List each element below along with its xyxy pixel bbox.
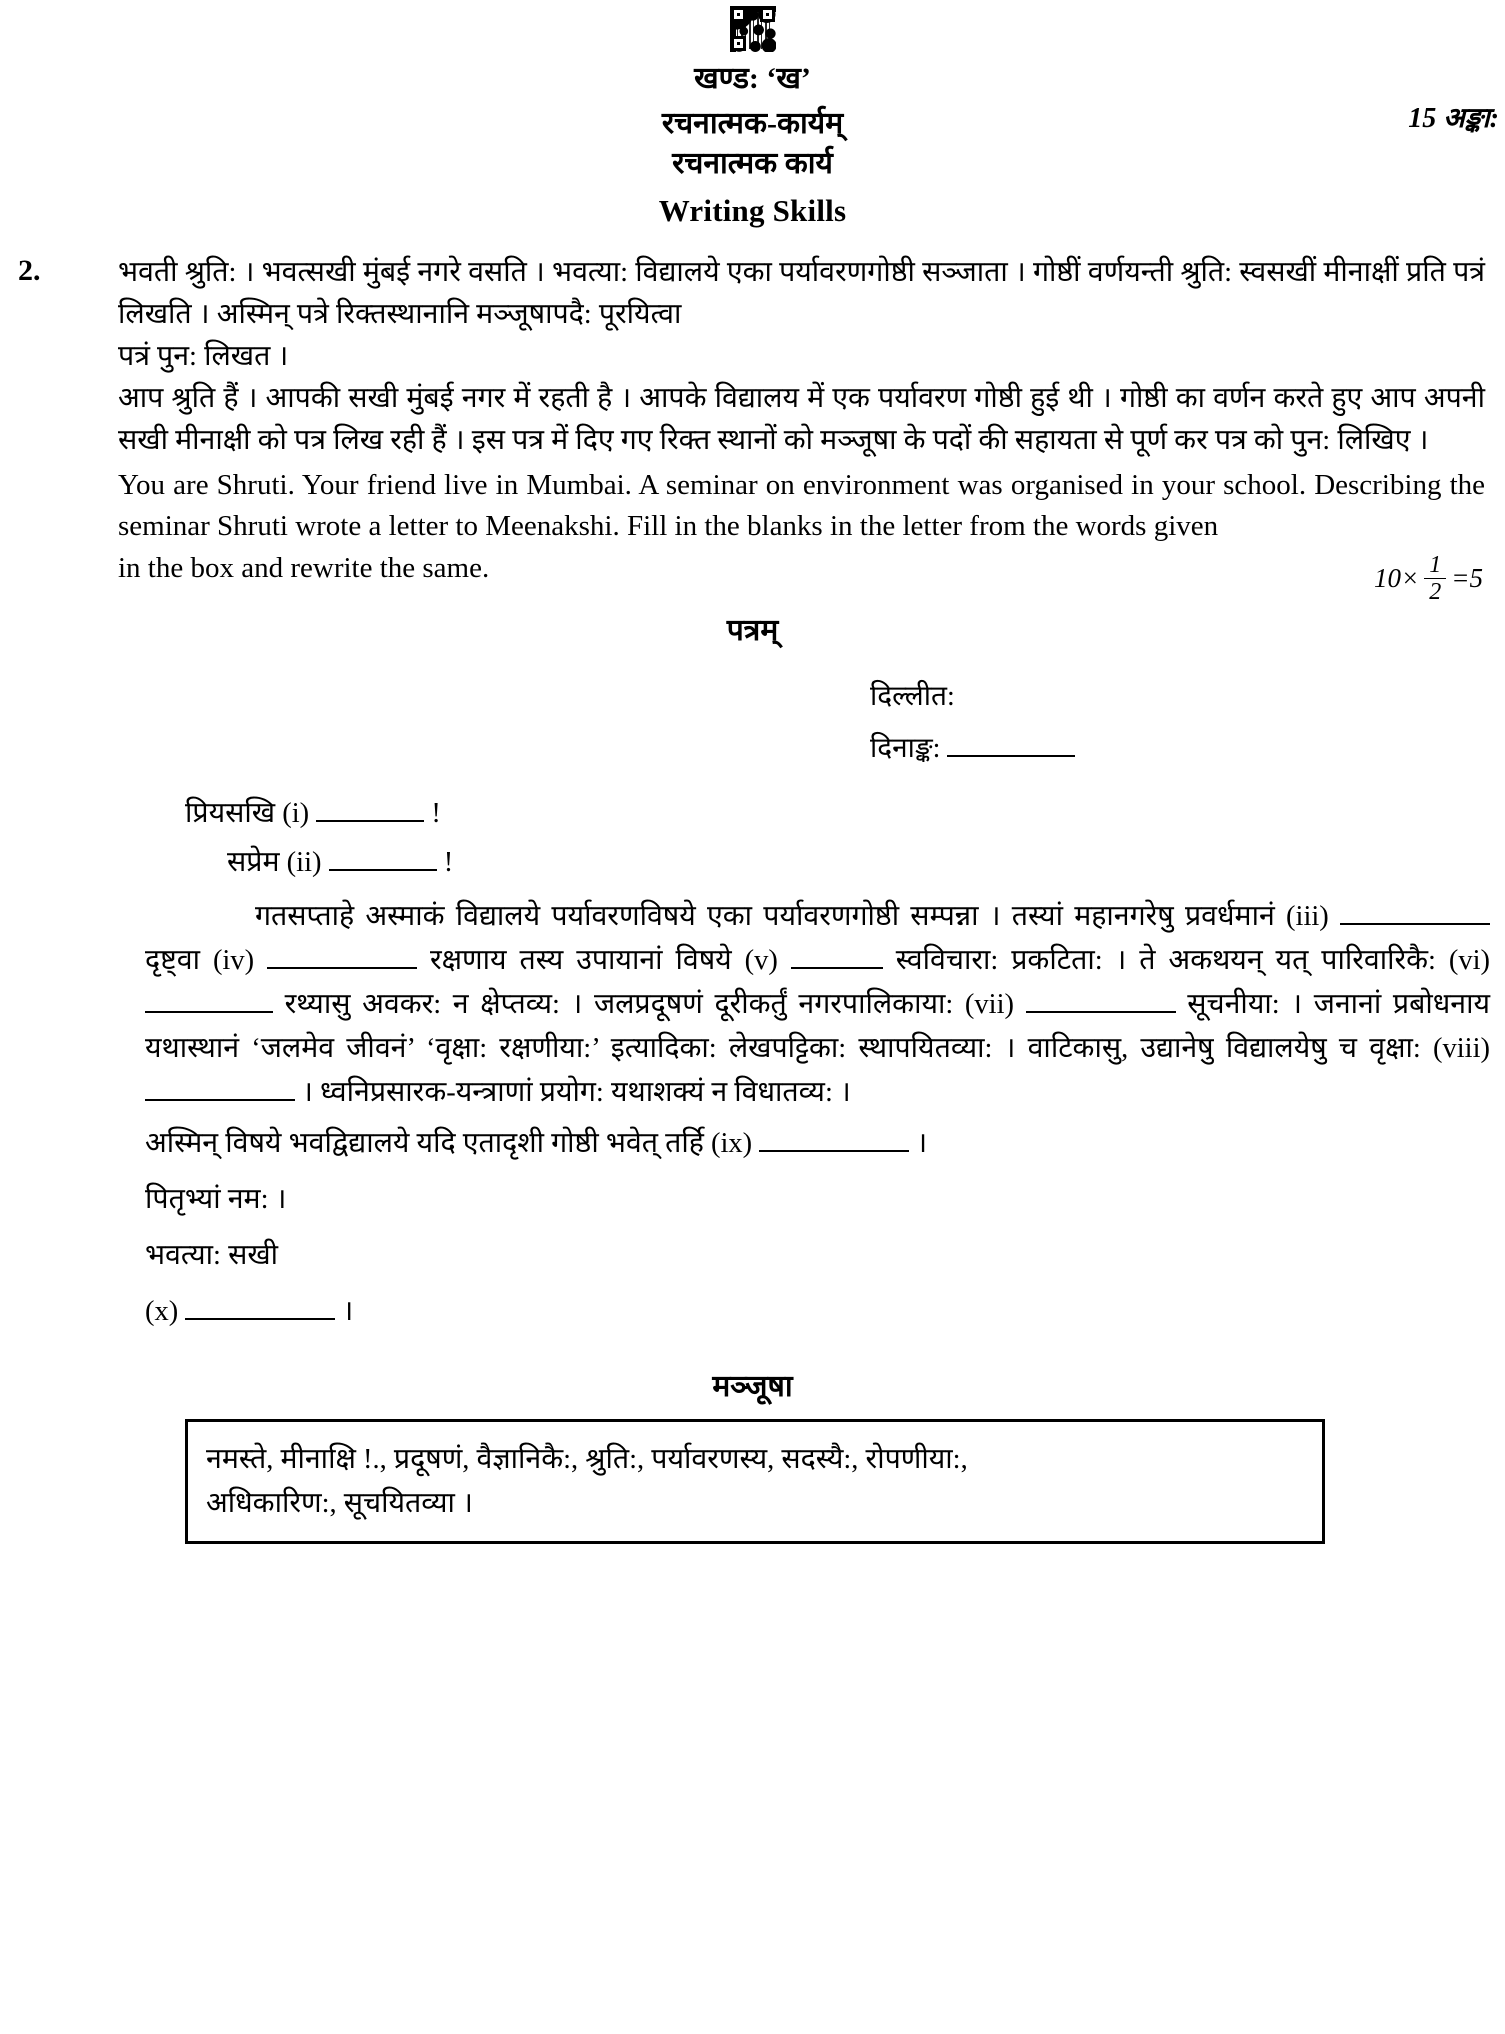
question-block: [0, 252, 1505, 605]
question-number: 2.: [18, 253, 41, 287]
letter-saprem-row: [185, 841, 1485, 885]
manjusha-words-line-2: अधिकारिण:, सूचयितव्या ।: [206, 1487, 473, 1519]
qr-finder-bottom-left: [731, 36, 746, 51]
letter-bhavatya: भवत्या: सखी: [145, 1240, 279, 1271]
blank-marker-ii: (ii): [286, 846, 322, 878]
blank-marker-iii: (iii): [1286, 900, 1329, 932]
manjusha-title: मञ्जूषा: [712, 1370, 793, 1404]
question-hindi-text: आप श्रुति हैं । आपकी सखी मुंबई नगर में रहती है । आपके विद्यालय में एक पर्यावरण गोष्ठी हुई थी । गोष्ठी का वर्णन करते हुए आप अपनी सखी मीनाक्षी को पत्र लिख रही हैं । इस पत्र में दिए गए रिक्त स्थानों को मञ्जूषा के पदों की सहायता से पूर्ण कर पत्र को पुन: लिखिए ।: [118, 383, 1485, 457]
letter-address-block: [0, 671, 1505, 775]
letter-date-label: दिनाङ्क:: [870, 732, 941, 764]
letter-closing-row: [145, 1122, 1485, 1166]
letter-closing-line: अस्मिन् विषये भवद्विद्यालये यदि एतादृशी गोष्ठी भवेत् तर्हि: [145, 1127, 704, 1159]
blank-marker-vi: (vi): [1448, 944, 1491, 976]
manjusha-words-line-1: नमस्ते, मीनाक्षि !., प्रदूषणं, वैज्ञानिकै:, श्रुति:, पर्यावरणस्य, सदस्यै:, रोपणीया:,: [206, 1444, 968, 1476]
total-marks: 15 अङ्का:: [1408, 103, 1499, 134]
qr-code-wrapper: [0, 0, 1505, 57]
marks-multiplier: 10×: [1374, 562, 1420, 593]
subtitle-sanskrit: रचनात्मक-कार्यम्: [661, 107, 844, 141]
letter-salutation-row: [185, 792, 1485, 836]
letter-date-blank[interactable]: [947, 755, 1075, 757]
blank-marker-x: (x): [145, 1296, 179, 1328]
letter-body: [0, 792, 1505, 1334]
letter-title: पत्रम्: [726, 613, 779, 647]
question-english-last-line: in the box and rewrite the same.: [118, 552, 490, 585]
letter-place: दिल्लीत:: [870, 680, 955, 712]
question-sanskrit-line-2: पत्रं पुन: लिखत ।: [118, 341, 289, 373]
letter-blank-iii[interactable]: [1340, 923, 1490, 925]
qr-finder-top-right: [760, 7, 775, 22]
marks-equals: =5: [1451, 562, 1483, 593]
letter-blank-viii[interactable]: [145, 1099, 295, 1101]
marks-fraction: [1424, 553, 1446, 604]
letter-body-part-1: गतसप्ताहे अस्माकं विद्यालये पर्यावरणविषये एका पर्यावरणगोष्ठी सम्पन्ना । तस्यां महानगरेषु प्रवर्धमानं: [255, 900, 1275, 932]
letter-saprem-label: सप्रेम: [227, 846, 280, 878]
subtitle-english: Writing Skills: [658, 193, 847, 229]
letter-salutation-mark: !: [431, 798, 441, 830]
blank-marker-iv: (iv): [212, 944, 255, 976]
letter-date-row: [870, 723, 1505, 775]
letter-blank-i[interactable]: [316, 820, 424, 822]
letter-saprem-mark: !: [443, 846, 454, 878]
letter-body-part-3: रक्षणाय तस्य उपायानां विषये: [429, 944, 732, 976]
blank-marker-viii: (viii): [1433, 1033, 1491, 1065]
letter-body-part-7: । ध्वनिप्रसारक-यन्त्राणां प्रयोग: यथाशक्यं न विधातव्य: ।: [302, 1077, 851, 1109]
letter-blank-ii[interactable]: [329, 869, 437, 871]
letter-closing-end: ।: [916, 1127, 928, 1159]
question-marks: [1374, 553, 1483, 604]
blank-marker-i: (i): [282, 798, 310, 830]
letter-blank-vii[interactable]: [1026, 1011, 1176, 1013]
letter-body-part-2: दृष्ट्वा: [145, 944, 201, 976]
letter-body-part-4: स्वविचारा: प्रकटिता: । ते अकथयन् यत् पारिवारिकै:: [895, 944, 1436, 976]
blank-marker-vii: (vii): [964, 989, 1014, 1021]
qr-code-icon: [730, 6, 776, 52]
letter-signature-row: [145, 1290, 1485, 1334]
letter-blank-vi[interactable]: [145, 1011, 273, 1013]
question-english-text: [118, 465, 1485, 590]
letter-salutation-label: प्रियसखि: [185, 798, 276, 830]
letter-blank-x[interactable]: [185, 1318, 335, 1320]
question-sanskrit-line-1: भवती श्रुति: । भवत्सखी मुंबई नगरे वसति । भवत्या: विद्यालये एका पर्यावरणगोष्ठी सञ्जाता । गोष्ठीं वर्णयन्ती श्रुति: स्वसखीं मीनाक्षीं प्रति पत्रं लिखति । अस्मिन् पत्रे रिक्तस्थानानि मञ्जूषापदै: पूरयित्वा: [118, 256, 1485, 330]
qr-finder-top-left: [731, 7, 746, 22]
letter-sign-end: ।: [342, 1296, 354, 1328]
manjusha-word-box: [185, 1419, 1325, 1544]
blank-marker-v: (v): [744, 944, 778, 976]
fraction-numerator: 1: [1429, 551, 1442, 578]
section-label: खण्ड: ‘ख’: [694, 62, 811, 95]
question-english-main: You are Shruti. Your friend live in Mumbai. A seminar on environment was organised in your school. Describing the seminar Shruti wrote a letter to Meenakshi. Fill in the blanks in the letter from the words given: [118, 468, 1485, 543]
blank-marker-ix: (ix): [710, 1127, 753, 1159]
subtitle-hindi: रचनात्मक कार्य: [672, 146, 833, 180]
letter-blank-v[interactable]: [791, 967, 883, 969]
fraction-denominator: 2: [1424, 578, 1446, 604]
letter-body-part-5: रथ्यासु अवकर: न क्षेप्तव्य: । जलप्रदूषणं दूरीकर्तुं नगरपालिकाया:: [284, 989, 954, 1021]
letter-paragraph: [145, 895, 1490, 1116]
letter-pitrbhyam: पितृभ्यां नम: ।: [145, 1183, 287, 1215]
letter-body-part-6: सूचनीया: । जनानां प्रबोधनाय यथास्थानं ‘जलमेव जीवनं’ ‘वृक्षा: रक्षणीया:’ इत्यादिका: लेखपट्टिका: स्थापयितव्या: । वाटिकासु, उद्यानेषु विद्यालयेषु च वृक्षा:: [145, 989, 1490, 1065]
letter-blank-iv[interactable]: [267, 967, 417, 969]
letter-blank-ix[interactable]: [759, 1150, 909, 1152]
